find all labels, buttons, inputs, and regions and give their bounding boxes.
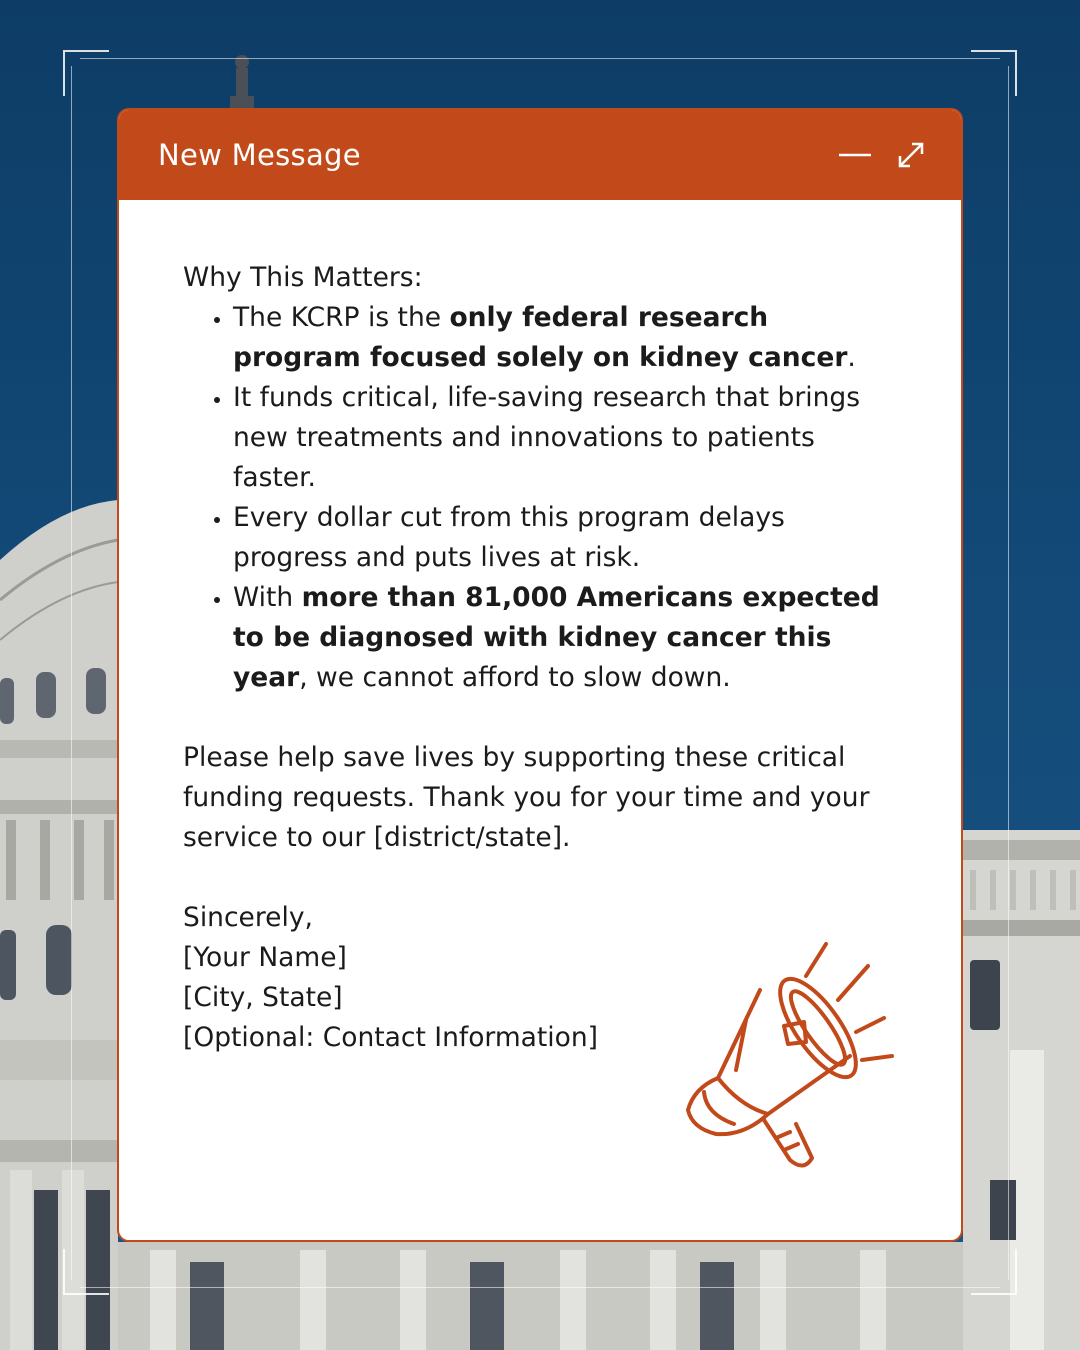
minimize-icon	[837, 137, 873, 173]
list-item: • The KCRP is the only federal research program focused solely on kidney cancer.	[233, 298, 903, 378]
frame-line-top	[80, 58, 1000, 59]
window-title: New Message	[158, 138, 361, 172]
frame-line-right	[1008, 66, 1009, 1280]
contact-placeholder: [Optional: Contact Information]	[183, 1022, 598, 1053]
signoff-text: Sincerely,	[183, 902, 313, 933]
expand-button[interactable]	[893, 137, 929, 173]
section-heading: Why This Matters:	[183, 262, 423, 293]
window-titlebar	[119, 110, 961, 200]
frame-corner-top-left	[63, 50, 109, 96]
name-placeholder: [Your Name]	[183, 942, 347, 973]
list-item: • Every dollar cut from this program delays progress and puts lives at risk.	[233, 498, 903, 578]
list-item: • With more than 81,000 Americans expected to be diagnosed with kidney cancer this year, we cannot afford to slow down.	[233, 578, 903, 698]
frame-corner-bottom-right	[971, 1249, 1017, 1295]
closing-paragraph: Please help save lives by supporting these critical funding requests. Thank you for your time and your service to our [district/state].	[183, 742, 870, 853]
megaphone-icon	[680, 938, 910, 1178]
frame-line-bottom	[80, 1287, 1000, 1288]
expand-icon	[893, 137, 929, 173]
bullet-list	[183, 298, 903, 698]
frame-corner-top-right	[971, 50, 1017, 96]
location-placeholder: [City, State]	[183, 982, 343, 1013]
minimize-button[interactable]	[837, 137, 873, 173]
frame-line-left	[71, 66, 72, 1280]
frame-corner-bottom-left	[63, 1249, 109, 1295]
list-item: • It funds critical, life-saving research that brings new treatments and innovations to patients faster.	[233, 378, 903, 498]
